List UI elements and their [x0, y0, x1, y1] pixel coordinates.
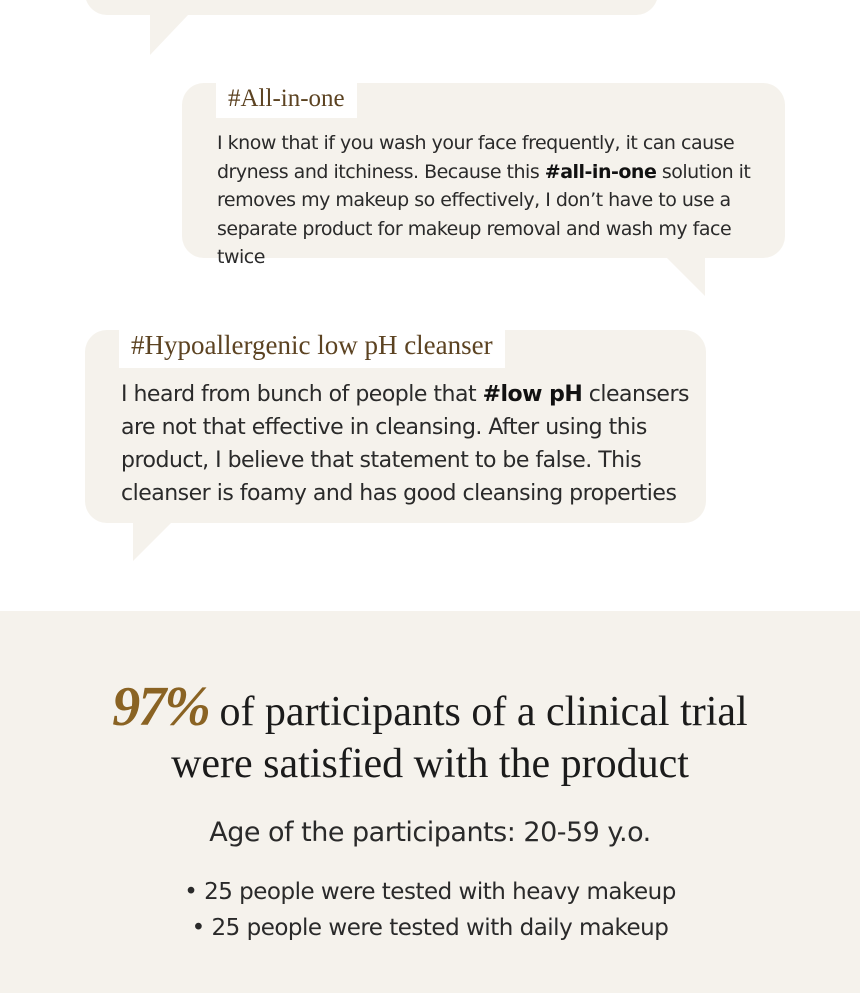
satisfaction-headline: [0, 676, 860, 790]
review-bubble-low-ph-tail: [133, 523, 171, 561]
highlight-all-in-one: #all-in-one: [544, 160, 657, 183]
review-text-all-in-one: I know that if you wash your face frequently, it can cause dryness and itchiness. Because this #all-in-one solution it removes my makeup so effectively, I don’t have to use a separate product for makeup removal and wash my face twice: [217, 132, 751, 268]
headline-line-1: of participants of a clinical trial: [208, 689, 748, 735]
previous-bubble: [85, 0, 658, 15]
clinical-trial-section: [0, 611, 860, 993]
participants-age: Age of the participants: 20-59 y.o.: [209, 817, 651, 848]
test-bullet-daily-makeup: • 25 people were tested with daily makeup: [191, 915, 669, 941]
headline-line-2: were satisfied with the product: [171, 741, 689, 787]
test-bullet-heavy-makeup: • 25 people were tested with heavy makeup: [184, 879, 676, 905]
hashtag-all-in-one: #All-in-one: [216, 82, 357, 118]
hashtag-low-ph-cleanser: #Hypoallergenic low pH cleanser: [119, 328, 505, 368]
review-text-low-ph: I heard from bunch of people that #low pH cleansers are not that effective in cleansing. After using this product, I believe that statement to be false. This cleanser is foamy and has good cleansing properties: [121, 382, 689, 506]
highlight-low-ph: #low pH: [482, 382, 583, 407]
satisfaction-percent: 97%: [112, 676, 209, 738]
previous-bubble-tail: [150, 15, 188, 55]
